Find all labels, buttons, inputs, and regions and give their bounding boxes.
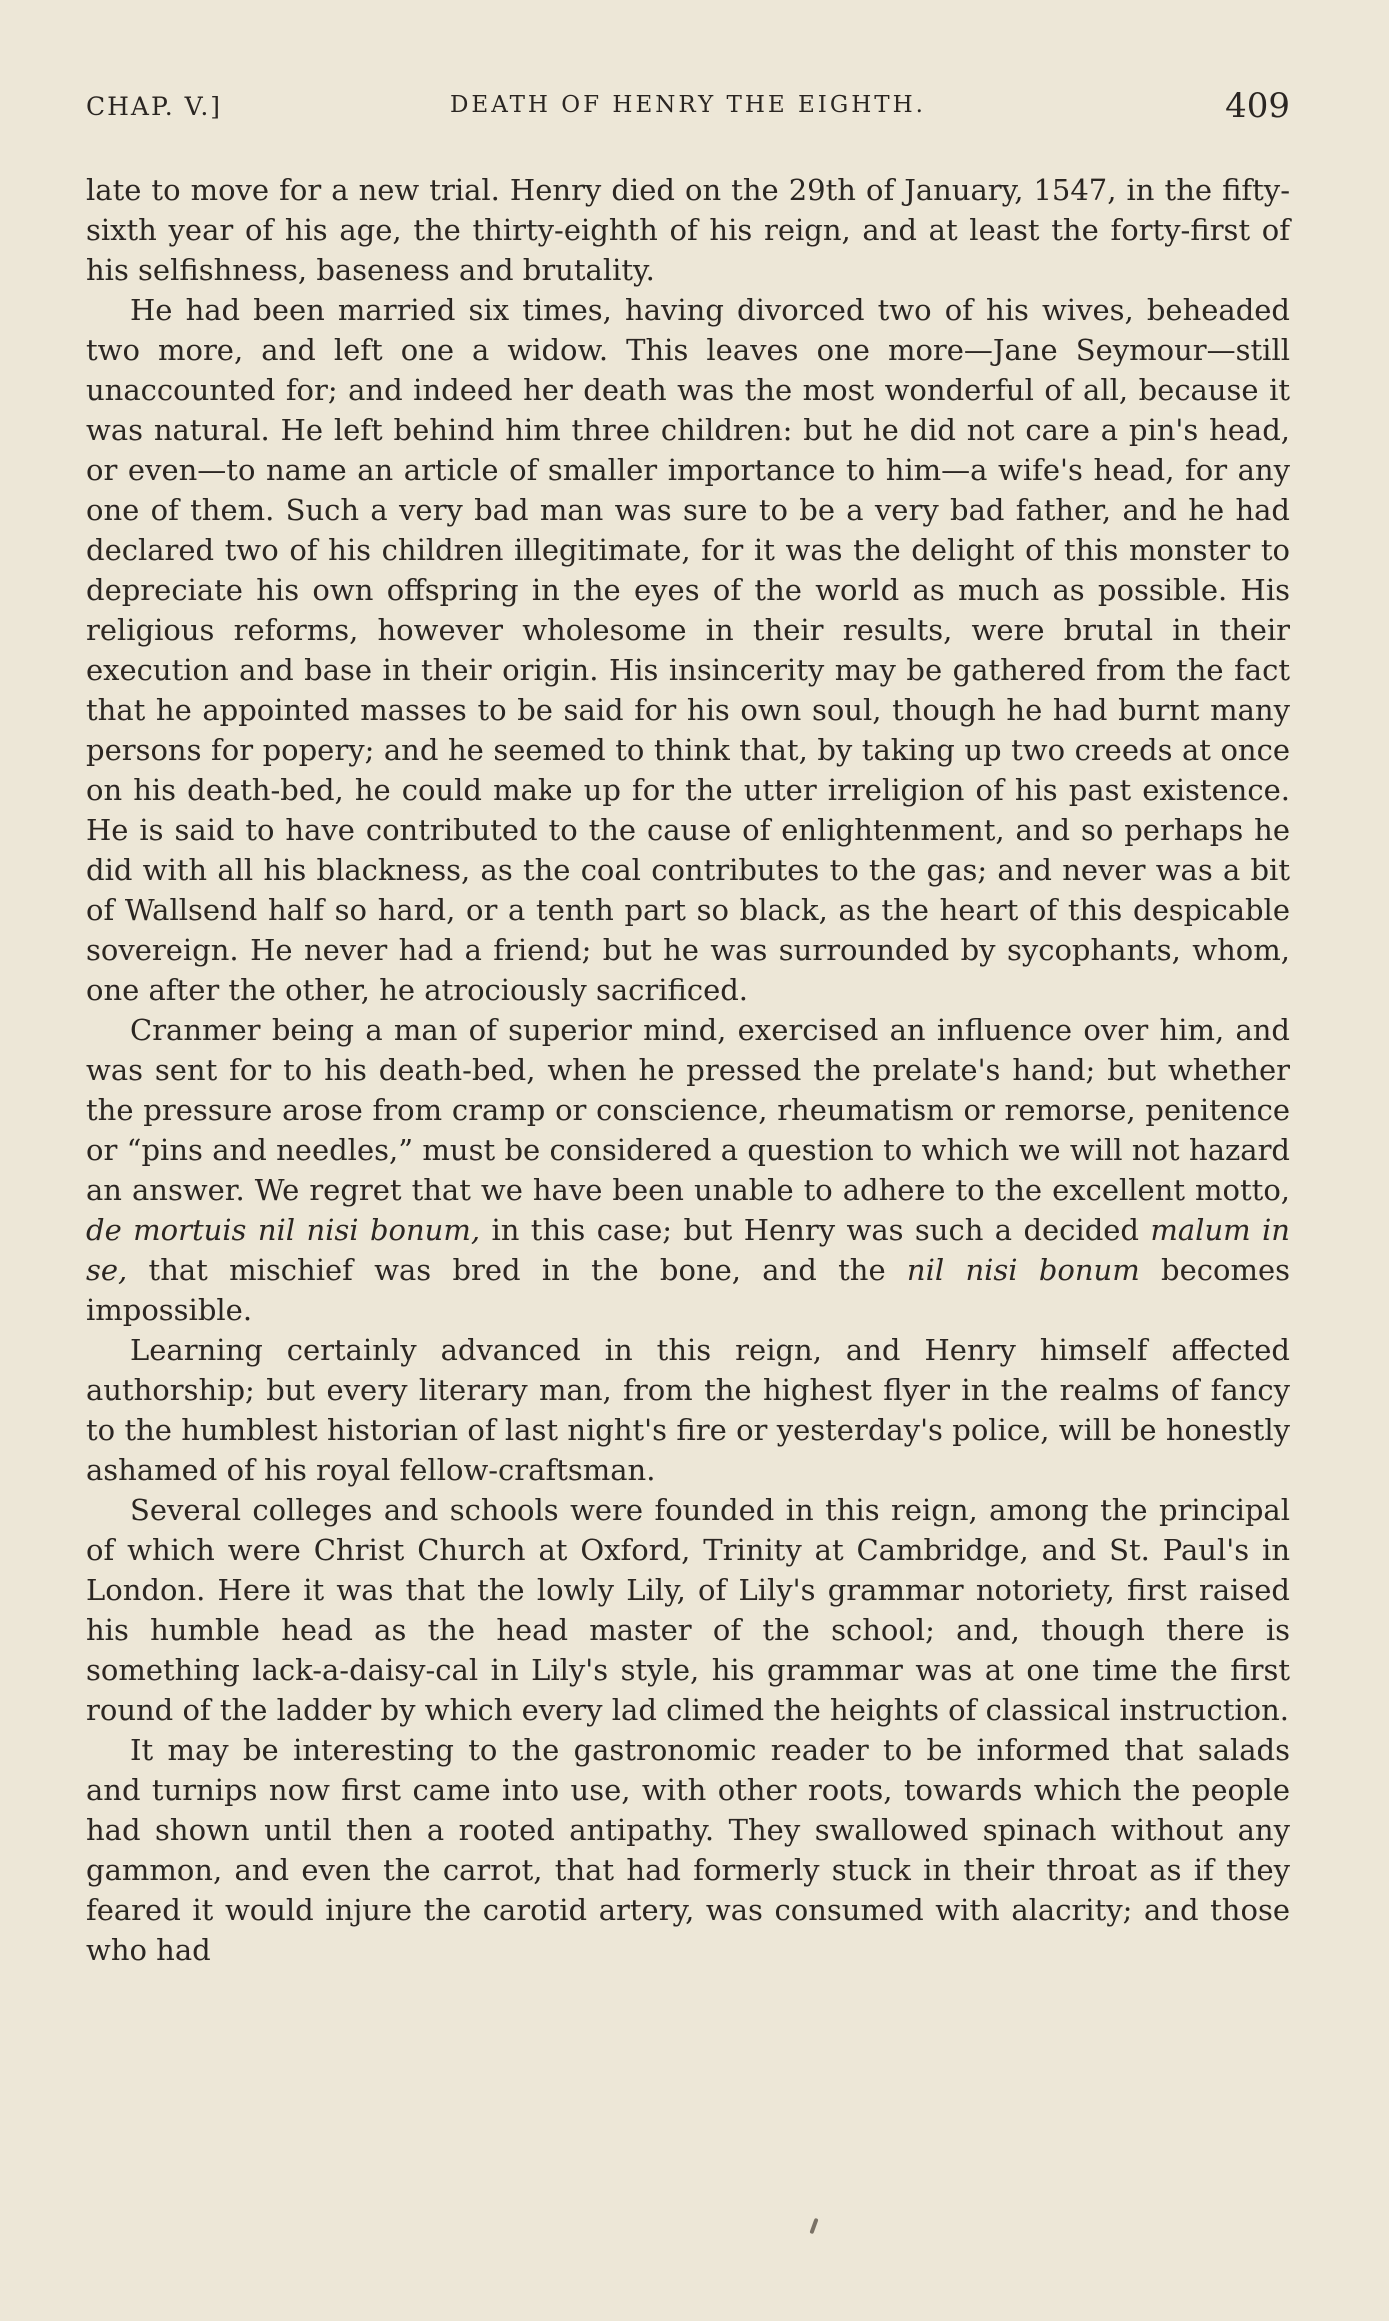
- text-run: Cranmer being a man of superior mind, exercised an influence over him, and was sent for to his death-bed, when he pressed the prelate's hand; but whether the pressure arose from cramp or conscience, rheumatism or remorse, penitence or “pins and needles,” must be considered a question to which we will not hazard an answer. We regret that we have been unable to adhere to the excellent motto,: [86, 1013, 1290, 1207]
- running-title: DEATH OF HENRY THE EIGHTH.: [449, 92, 926, 118]
- paragraph: [86, 1490, 1290, 1730]
- text-run: He had been married six times, having divorced two of his wives, beheaded two more, and left one a widow. This leaves one more—Jane Seymour—still unaccounted for; and indeed her death was the most wonderful of all, because it was natural. He left behind him three children: but he did not care a pin's head, or even—to name an article of smaller importance to him—a wife's head, for any one of them. Such a very bad man was sure to be a very bad father, and he had declared two of his children illegitimate, for it was the delight of this monster to depreciate his own offspring in the eyes of the world as much as possible. His religious reforms, however wholesome in their results, were brutal in their execution and base in their origin. His insincerity may be gathered from the fact that he appointed masses to be said for his own soul, though he had burnt many persons for popery; and he seemed to think that, by taking up two creeds at once on his death-bed, he could make up for the utter irreligion of his past existence. He is said to have contributed to the cause of enlightenment, and so perhaps he did with all his blackness, as the coal contributes to the gas; and never was a bit of Wallsend half so hard, or a tenth part so black, as the heart of this despicable sovereign. He never had a friend; but he was surrounded by sycophants, whom, one after the other, he atrociously sacrificed.: [86, 293, 1290, 1007]
- text-run: late to move for a new trial. Henry died on the 29th of January, 1547, in the fifty-sixth year of his age, the thirty-eighth of his reign, and at least the forty-first of his selfishness, baseness and brutality.: [86, 173, 1290, 287]
- text-run: Several colleges and schools were founded in this reign, among the principal of which were Christ Church at Oxford, Trinity at Cambridge, and St. Paul's in London. Here it was that the lowly Lily, of Lily's grammar notoriety, first raised his humble head as the head master of the school; and, though there is something lack-a-daisy-cal in Lily's style, his grammar was at one time the first round of the ladder by which every lad climed the heights of classical instruction.: [86, 1493, 1290, 1727]
- italic-phrase: nil nisi bonum: [906, 1253, 1140, 1287]
- italic-phrase: malum in se,: [86, 1213, 1290, 1287]
- running-header: [86, 86, 1290, 138]
- page-number: 409: [1225, 86, 1290, 126]
- paragraph: [86, 1330, 1290, 1490]
- paragraph: [86, 1010, 1290, 1330]
- text-run: that mischief was bred in the bone, and the: [127, 1253, 907, 1287]
- text-run: becomes impossible.: [86, 1253, 1290, 1327]
- text-run: in this case; but Henry was such a decided: [480, 1213, 1151, 1247]
- paragraph: [86, 290, 1290, 1010]
- paper-speck: [809, 2218, 818, 2234]
- chapter-label: CHAP. V.]: [86, 92, 223, 121]
- body-text: [86, 170, 1290, 1970]
- text-run: It may be interesting to the gastronomic reader to be informed that salads and turnips now first came into use, with other roots, towards which the people had shown until then a rooted antipathy. They swallowed spinach without any gammon, and even the carrot, that had formerly stuck in their throat as if they feared it would injure the carotid artery, was consumed with alacrity; and those who had: [86, 1733, 1290, 1967]
- italic-phrase: de mortuis nil nisi bonum,: [86, 1213, 481, 1247]
- paragraph: [86, 1730, 1290, 1970]
- text-run: Learning certainly advanced in this reign, and Henry himself affected authorship; but every literary man, from the highest flyer in the realms of fancy to the humblest historian of last night's fire or yesterday's police, will be honestly ashamed of his royal fellow-craftsman.: [86, 1333, 1290, 1487]
- paragraph: [86, 170, 1290, 290]
